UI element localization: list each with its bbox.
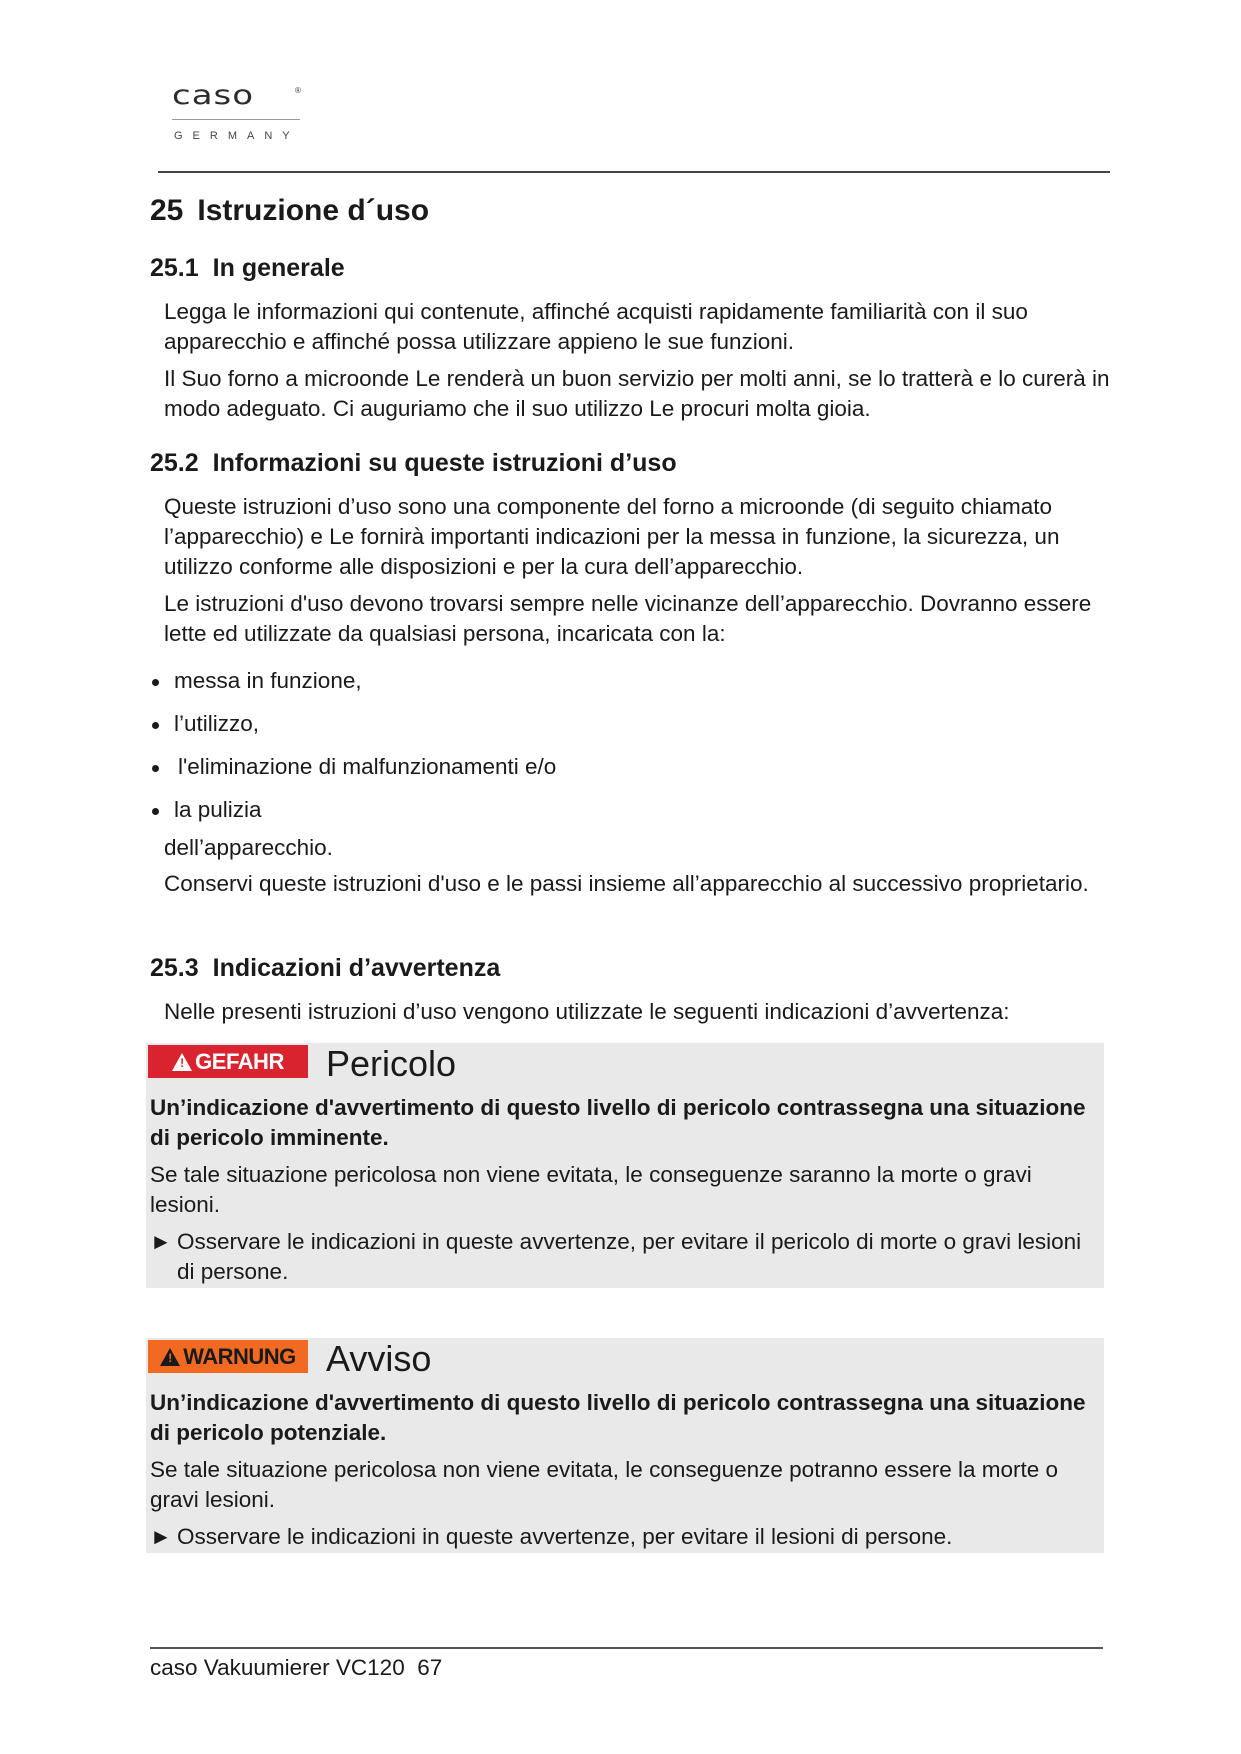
logo-wordmark: caso [172,80,255,112]
danger-action-text: Osservare le indicazioni in queste avvertenze, per evitare il pericolo di morte o gravi lesioni di persone. [177,1229,1082,1284]
warning-action [150,1522,1090,1552]
warning-title: Avviso [326,1338,432,1379]
header-rule [158,171,1110,173]
paragraph: Nelle presenti istruzioni d’uso vengono utilizzate le seguenti indicazioni d’avvertenza: [164,999,1010,1024]
warning-triangle-icon [172,1053,192,1071]
subsection-heading-about-instructions [150,449,677,478]
paragraph: Legga le informazioni qui contenute, affinché acquisti rapidamente familiarità con il suo apparecchio e affinché possa utilizzare appieno le sue funzioni. [164,299,1028,354]
warning-badge [148,1340,308,1373]
warning-action-text: Osservare le indicazioni in queste avvertenze, per evitare il lesioni di persone. [177,1524,953,1549]
page-number: 67 [417,1655,443,1680]
warning-definition: Un’indicazione d'avvertimento di questo livello di pericolo contrassegna una situazione di pericolo potenziale. [150,1390,1086,1445]
danger-definition: Un’indicazione d'avvertimento di questo livello di pericolo contrassegna una situazione di pericolo imminente. [150,1095,1086,1150]
subsection-heading-general [150,254,345,283]
caso-logo [148,62,334,160]
list-item: l'eliminazione di malfunzionamenti e/o [150,752,556,795]
footer-rule [150,1647,1103,1649]
danger-badge [148,1045,308,1078]
warning-badge-label: WARNUNG [183,1344,296,1369]
section-heading [150,194,429,228]
page-footer [150,1655,442,1681]
paragraph: Conservi queste istruzioni d'uso e le passi insieme all’apparecchio al successivo proprietario. [164,871,1089,896]
paragraph: Le istruzioni d'uso devono trovarsi sempre nelle vicinanze dell’apparecchio. Dovranno essere lette ed utilizzate da qualsiasi persona, incaricata con la: [164,591,1092,646]
subsection-title: Indicazioni d’avvertenza [212,954,501,982]
danger-action [150,1227,1090,1287]
logo-registered-mark: ® [295,86,301,95]
section-number: 25 [150,194,184,227]
subsection-title: In generale [212,254,345,282]
logo-divider [172,119,300,120]
arrow-right-icon: ► [150,1229,172,1254]
list-item: l’utilizzo, [150,709,556,752]
danger-badge-label: GEFAHR [195,1049,284,1074]
subsection-number: 25.2 [150,449,199,477]
subsection-title: Informazioni su queste istruzioni d’uso [212,449,677,477]
danger-consequence: Se tale situazione pericolosa non viene evitata, le conseguenze saranno la morte o gravi lesioni. [150,1162,1032,1217]
arrow-right-icon: ► [150,1524,172,1549]
list-item: la pulizia [150,795,556,838]
footer-text: caso Vakuumierer VC120 [150,1655,405,1680]
paragraph: Queste istruzioni d’uso sono una componente del forno a microonde (di seguito chiamato l’apparecchio) e Le fornirà importanti indicazioni per la messa in funzione, la sicurezza, un utilizzo conforme alle disposizioni e per la cura dell’apparecchio. [164,494,1060,579]
section-title: Istruzione d´uso [197,194,430,227]
warning-consequence: Se tale situazione pericolosa non viene evitata, le conseguenze potranno essere la morte o gravi lesioni. [150,1457,1059,1512]
danger-title: Pericolo [326,1043,457,1084]
list-item: messa in funzione, [150,666,556,709]
bullet-list [150,666,556,838]
paragraph: Il Suo forno a microonde Le renderà un buon servizio per molti anni, se lo tratterà e lo curerà in modo adeguato. Ci auguriamo che il suo utilizzo Le procuri molta gioia. [164,366,1110,421]
subsection-number: 25.1 [150,254,199,282]
logo-subtitle: GERMANY [174,130,300,142]
warning-triangle-icon [160,1348,180,1366]
danger-notice [146,1043,1104,1288]
warning-notice [146,1338,1104,1553]
subsection-number: 25.3 [150,954,199,982]
subsection-heading-warnings [150,954,500,983]
paragraph: dell’apparecchio. [164,835,333,860]
